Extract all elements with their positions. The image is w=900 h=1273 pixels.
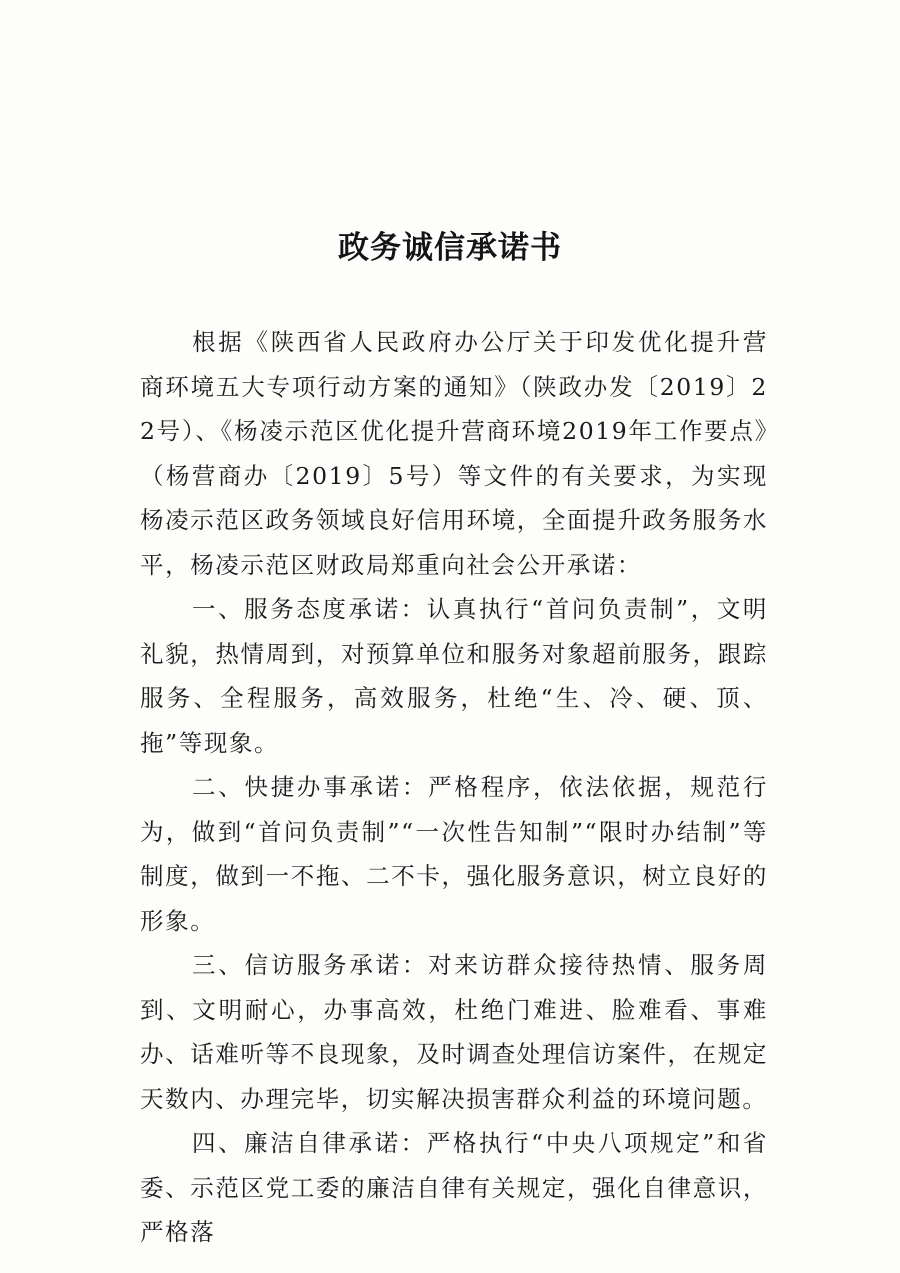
paragraph-petition-service: 三、信访服务承诺：对来访群众接待热情、服务周到、文明耐心，办事高效，杜绝门难进、脸难看、事难办、话难听等不良现象，及时调查处理信访案件，在规定天数内、办理完毕，切实解决损害群众利益的环境问题。 (140, 951, 768, 1113)
paragraph-intro: 根据《陕西省人民政府办公厅关于印发优化提升营商环境五大专项行动方案的通知》（陕政办发〔2019〕22号）、《杨凌示范区优化提升营商环境2019年工作要点》（杨营商办〔2019〕5号）等文件的有关要求，为实现杨凌示范区政务领域良好信用环境，全面提升政务服务水平，杨凌示范区财政局郑重向社会公开承诺： (140, 328, 768, 579)
paragraph-integrity: 四、廉洁自律承诺：严格执行“中央八项规定”和省委、示范区党工委的廉洁自律有关规定，强化自律意识，严格落 (140, 1129, 768, 1246)
document-title: 政务诚信承诺书 (338, 230, 562, 266)
paragraph-service-attitude: 一、服务态度承诺：认真执行“首问负责制”，文明礼貌，热情周到，对预算单位和服务对象超前服务，跟踪服务、全程服务，高效服务，杜绝“生、冷、硬、顶、拖”等现象。 (140, 595, 768, 757)
paragraph-efficient-handling: 二、快捷办事承诺：严格程序，依法依据，规范行为，做到“首问负责制”“一次性告知制”“限时办结制”等制度，做到一不拖、二不卡，强化服务意识，树立良好的形象。 (140, 773, 768, 935)
document-body (140, 320, 768, 1255)
